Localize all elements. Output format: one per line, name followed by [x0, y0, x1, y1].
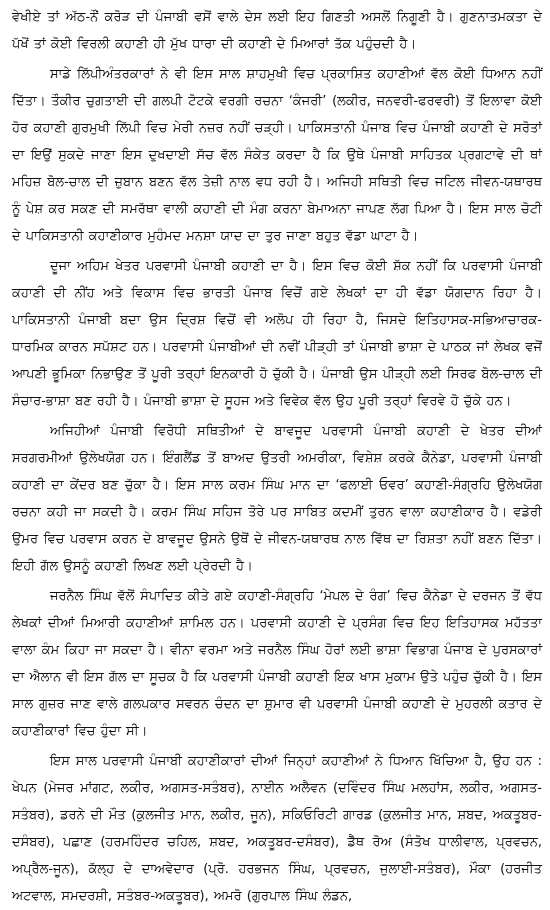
paragraph-maple-colours: ਜਰਨੈਲ ਸਿੰਘ ਵੱਲੋਂ ਸੰਪਾਦਿਤ ਕੀਤੇ ਗਏ ਕਹਾਣੀ-ਸੰਗ੍ਰਹਿ ‘ਮੇਪਲ ਦੇ ਰੰਗ’ ਵਿਚ ਕੈਨੇਡਾ ਦੇ ਦਰਜਨ ਤੋਂ ਵੱਧ ਲੇਖਕਾਂ ਦੀਆਂ ਮਿਆਰੀ ਕਹਾਣੀਆਂ ਸ਼ਾਮਿਲ ਹਨ। ਪਰਵਾਸੀ ਕਹਾਣੀ ਦੇ ਪ੍ਰਸੰਗ ਵਿਚ ਇਹ ਇਤਿਹਾਸਕ ਮਹੱਤਤਾ ਵਾਲਾ ਕੰਮ ਕਿਹਾ ਜਾ ਸਕਦਾ ਹੈ। ਵੀਨਾ ਵਰਮਾ ਅਤੇ ਜਰਨੈਲ ਸਿੰਘ ਹੋਰਾਂ ਲਈ ਭਾਸ਼ਾ ਵਿਭਾਗ ਪੰਜਾਬ ਦੇ ਪੁਰਸਕਾਰਾਂ ਦਾ ਐਲਾਨ ਵੀ ਇਸ ਗੱਲ ਦਾ ਸੂਚਕ ਹੈ ਕਿ ਪਰਵਾਸੀ ਪੰਜਾਬੀ ਕਹਾਣੀ ਇਕ ਖਾਸ ਮੁਕਾਮ ਉਤੇ ਪਹੁੰਚ ਚੁੱਕੀ ਹੈ। ਇਸ ਸਾਲ ਗੁਜ਼ਰ ਜਾਣ ਵਾਲੇ ਗਲਪਕਾਰ ਸਵਰਨ ਚੰਦਨ ਦਾ ਸ਼ੁਮਾਰ ਵੀ ਪਰਵਾਸੀ ਪੰਜਾਬੀ ਕਹਾਣੀ ਦੇ ਮੁਹਰਲੀ ਕਤਾਰ ਦੇ ਕਹਾਣੀਕਾਰਾਂ ਵਿਚ ਹੁੰਦਾ ਸੀ। [12, 589, 542, 739]
paragraph-diaspora-story: ਦੂਜਾ ਅਹਿਮ ਖੇਤਰ ਪਰਵਾਸੀ ਪੰਜਾਬੀ ਕਹਾਣੀ ਦਾ ਹੈ। ਇਸ ਵਿਚ ਕੋਈ ਸ਼ੱਕ ਨਹੀਂ ਕਿ ਪਰਵਾਸੀ ਪੰਜਾਬੀ ਕਹਾਣੀ ਦੀ ਨੀਂਹ ਅਤੇ ਵਿਕਾਸ ਵਿਚ ਭਾਰਤੀ ਪੰਜਾਬ ਵਿਚੋਂ ਗਏ ਲੇਖਕਾਂ ਦਾ ਹੀ ਵੱਡਾ ਯੋਗਦਾਨ ਰਿਹਾ ਹੈ। ਪਾਕਿਸਤਾਨੀ ਪੰਜਾਬੀ ਬਦਾ ਉਸ ਦ੍ਰਿਸ਼ ਵਿਚੋਂ ਵੀ ਅਲੋਪ ਹੀ ਰਿਹਾ ਹੈ, ਜਿਸਦੇ ਇਤਿਹਾਸਕ-ਸਭਿਆਚਾਰਕ- ਧਾਰਮਿਕ ਕਾਰਨ ਸਪੱਸ਼ਟ ਹਨ। ਪਰਵਾਸੀ ਪੰਜਾਬੀਆਂ ਦੀ ਨਵੀਂ ਪੀੜ੍ਹੀ ਤਾਂ ਪੰਜਾਬੀ ਭਾਸ਼ਾ ਦੇ ਪਾਠਕ ਜਾਂ ਲੇਖਕ ਵਜੋਂ ਆਪਣੀ ਭੂਮਿਕਾ ਨਿਭਾਉਣ ਤੋਂ ਪੂਰੀ ਤਰ੍ਹਾਂ ਇਨਕਾਰੀ ਹੋ ਚੁੱਕੀ ਹੈ। ਪੰਜਾਬੀ ਉਸ ਪੀੜ੍ਹੀ ਲਈ ਸਿਰਫ ਬੋਲ-ਚਾਲ ਦੀ ਸੰਚਾਰ-ਭਾਸ਼ਾ ਬਣ ਰਹੀ ਹੈ। ਪੰਜਾਬੀ ਭਾਸ਼ਾ ਦੇ ਸੂਹਜ ਅਤੇ ਵਿਵੇਕ ਵੱਲ ਉਹ ਪੂਰੀ ਤਰ੍ਹਾਂ ਵਿਰਵੇ ਹੋ ਚੁੱਕੇ ਹਨ। [12, 259, 542, 409]
paragraph-pakistani-story: ਸਾਡੇ ਲਿੱਪੀਅੰਤਰਕਾਰਾਂ ਨੇ ਵੀ ਇਸ ਸਾਲ ਸ਼ਾਹਮੁਖੀ ਵਿਚ ਪ੍ਰਕਾਸ਼ਿਤ ਕਹਾਣੀਆਂ ਵੱਲ ਕੋਈ ਧਿਆਨ ਨਹੀਂ ਦਿੱਤਾ। ਤੌਕੀਰ ਚੁਗਤਾਈ ਦੀ ਗਲਪੀ ਟੋਟਕੇ ਵਰਗੀ ਰਚਨਾ ‘ਕੰਜਰੀ’ (ਲਕੀਰ, ਜਨਵਰੀ-ਫਰਵਰੀ) ਤੋਂ ਇਲਾਵਾ ਕੋਈ ਹੋਰ ਕਹਾਣੀ ਗੁਰਮੁਖੀ ਲਿੱਪੀ ਵਿਚ ਮੇਰੀ ਨਜ਼ਰ ਨਹੀਂ ਚੜ੍ਹੀ। ਪਾਕਿਸਤਾਨੀ ਪੰਜਾਬ ਵਿਚ ਪੰਜਾਬੀ ਕਹਾਣੀ ਦੇ ਸਰੋਤਾਂ ਦਾ ਇਉਂ ਸੁਕਦੇ ਜਾਣਾ ਇਸ ਦੁਖਦਾਈ ਸੱਚ ਵੱਲ ਸੰਕੇਤ ਕਰਦਾ ਹੈ ਕਿ ਉਥੇ ਪੰਜਾਬੀ ਸਾਹਿਤਕ ਪ੍ਰਗਟਾਵੇ ਦੀ ਥਾਂ ਮਹਿਜ਼ ਬੋਲ-ਚਾਲ ਦੀ ਜ਼ੁਬਾਨ ਬਣਨ ਵੱਲ ਤੇਜ਼ੀ ਨਾਲ ਵਧ ਰਹੀ ਹੈ। ਅਜਿਹੀ ਸਥਿਤੀ ਵਿਚ ਜਟਿਲ ਜੀਵਨ-ਯਥਾਰਥ ਨੂੰ ਪੇਸ਼ ਕਰ ਸਕਣ ਦੀ ਸਮਰੱਥਾ ਵਾਲੀ ਕਹਾਣੀ ਦੀ ਮੰਗ ਕਰਨਾ ਬੇਮਾਅਨਾ ਜਾਪਣ ਲੱਗ ਪਿਆ ਹੈ। ਇਸ ਸਾਲ ਚੋਟੀ ਦੇ ਪਾਕਿਸਤਾਨੀ ਕਹਾਣੀਕਾਰ ਮੁਹੰਮਦ ਮਨਸ਼ਾ ਯਾਦ ਦਾ ਤੁਰ ਜਾਣਾ ਬਹੁਤ ਵੱਡਾ ਘਾਟਾ ਹੈ। [12, 67, 542, 244]
paragraph-intro-continuation: ਵੇਖੀਏ ਤਾਂ ਅੱਠ-ਨੌਂ ਕਰੋੜ ਦੀ ਪੰਜਾਬੀ ਵਸੋਂ ਵਾਲੇ ਦੇਸ ਲਈ ਇਹ ਗਿਣਤੀ ਅਸਲੋਂ ਨਿਗੂਣੀ ਹੈ। ਗੁਣਨਾਤਮਕਤਾ ਦੇ ਪੱਖੋਂ ਤਾਂ ਕੋਈ ਵਿਰਲੀ ਕਹਾਣੀ ਹੀ ਮੁੱਖ ਧਾਰਾ ਦੀ ਕਹਾਣੀ ਦੇ ਮਿਆਰਾਂ ਤੱਕ ਪਹੁੰਚਦੀ ਹੈ। [12, 10, 542, 52]
paragraph-diaspora-activities: ਅਜਿਹੀਆਂ ਪੰਜਾਬੀ ਵਿਰੋਧੀ ਸਥਿਤੀਆਂ ਦੇ ਬਾਵਜੂਦ ਪਰਵਾਸੀ ਪੰਜਾਬੀ ਕਹਾਣੀ ਦੇ ਖੇਤਰ ਦੀਆਂ ਸਰਗਰਮੀਆਂ ਉਲੇਖਯੋਗ ਹਨ। ਇੰਗਲੈਂਡ ਤੋਂ ਬਾਅਦ ਉਤਰੀ ਅਮਰੀਕਾ, ਵਿਸ਼ੇਸ਼ ਕਰਕੇ ਕੈਨੇਡਾ, ਪਰਵਾਸੀ ਪੰਜਾਬੀ ਕਹਾਣੀ ਦਾ ਕੇਂਦਰ ਬਣ ਚੁੱਕਾ ਹੈ। ਇਸ ਸਾਲ ਕਰਮ ਸਿੰਘ ਮਾਨ ਦਾ ‘ਫਲਾਈ ਓਵਰ’ ਕਹਾਣੀ-ਸੰਗ੍ਰਹਿ ਉਲੇਖਯੋਗ ਰਚਨਾ ਕਹੀ ਜਾ ਸਕਦੀ ਹੈ। ਕਰਮ ਸਿੰਘ ਸਹਿਜ ਤੋਰੇ ਪਰ ਸਾਬਿਤ ਕਦਮੀਂ ਤੁਰਨ ਵਾਲਾ ਕਹਾਣੀਕਾਰ ਹੈ। ਵਡੇਰੀ ਉਮਰ ਵਿਚ ਪਰਵਾਸ ਕਰਨ ਦੇ ਬਾਵਜੂਦ ਉਸਨੇ ਉਥੋਂ ਦੇ ਜੀਵਨ-ਯਥਾਰਥ ਨਾਲ ਵਿੱਥ ਦਾ ਰਿਸ਼ਤਾ ਨਹੀਂ ਬਣਨ ਦਿੱਤਾ। ਇਹੀ ਗੱਲ ਉਸਨੂੰ ਕਹਾਣੀ ਲਿਖਣ ਲਈ ਪ੍ਰੇਰਦੀ ਹੈ। [12, 424, 542, 574]
paragraph-notable-stories: ਇਸ ਸਾਲ ਪਰਵਾਸੀ ਪੰਜਾਬੀ ਕਹਾਣੀਕਾਰਾਂ ਦੀਆਂ ਜਿਨ੍ਹਾਂ ਕਹਾਣੀਆਂ ਨੇ ਧਿਆਨ ਖਿੱਚਿਆ ਹੈ, ਉਹ ਹਨ : ਖੇਪਨ (ਮੇਜਰ ਮਾਂਗਟ, ਲਕੀਰ, ਅਗਸਤ-ਸਤੰਬਰ), ਨਾਈਨ ਅਲੈਵਨ (ਦਵਿੰਦਰ ਸਿੰਘ ਮਲਹਾਂਸ, ਲਕੀਰ, ਅਗਸਤ-ਸਤੰਬਰ), ਡਰਨੇ ਦੀ ਮੌਤ (ਕੁਲਜੀਤ ਮਾਨ, ਲਕੀਰ, ਜੂਨ), ਸਕਿਓਰਿਟੀ ਗਾਰਡ (ਕੁਲਜੀਤ ਮਾਨ, ਸ਼ਬਦ, ਅਕਤੂਬਰ-ਦਸੰਬਰ), ਪਛਾਣ (ਹਰਮਹਿੰਦਰ ਚਹਿਲ, ਸ਼ਬਦ, ਅਕਤੂਬਰ-ਦਸੰਬਰ), ਡੈੱਥ ਰੋਅ (ਸੰਤੋਖ ਧਾਲੀਵਾਲ, ਪ੍ਰਵਚਨ, ਅਪ੍ਰੈਲ-ਜੂਨ), ਕੱਲ੍ਹ ਦੇ ਦਾਅਵੇਦਾਰ (ਪ੍ਰੋ. ਹਰਭਜਨ ਸਿੰਘ, ਪ੍ਰਵਚਨ, ਜੁਲਾਈ-ਸਤੰਬਰ), ਮੌਕਾ (ਹਰਜੀਤ ਅਟਵਾਲ, ਸਮਦਰਸ਼ੀ, ਸਤੰਬਰ-ਅਕਤੂਬਰ), ਅਮਰੋ (ਗੁਰਪਾਲ ਸਿੰਘ ਲੰਡਨ, [12, 754, 542, 904]
